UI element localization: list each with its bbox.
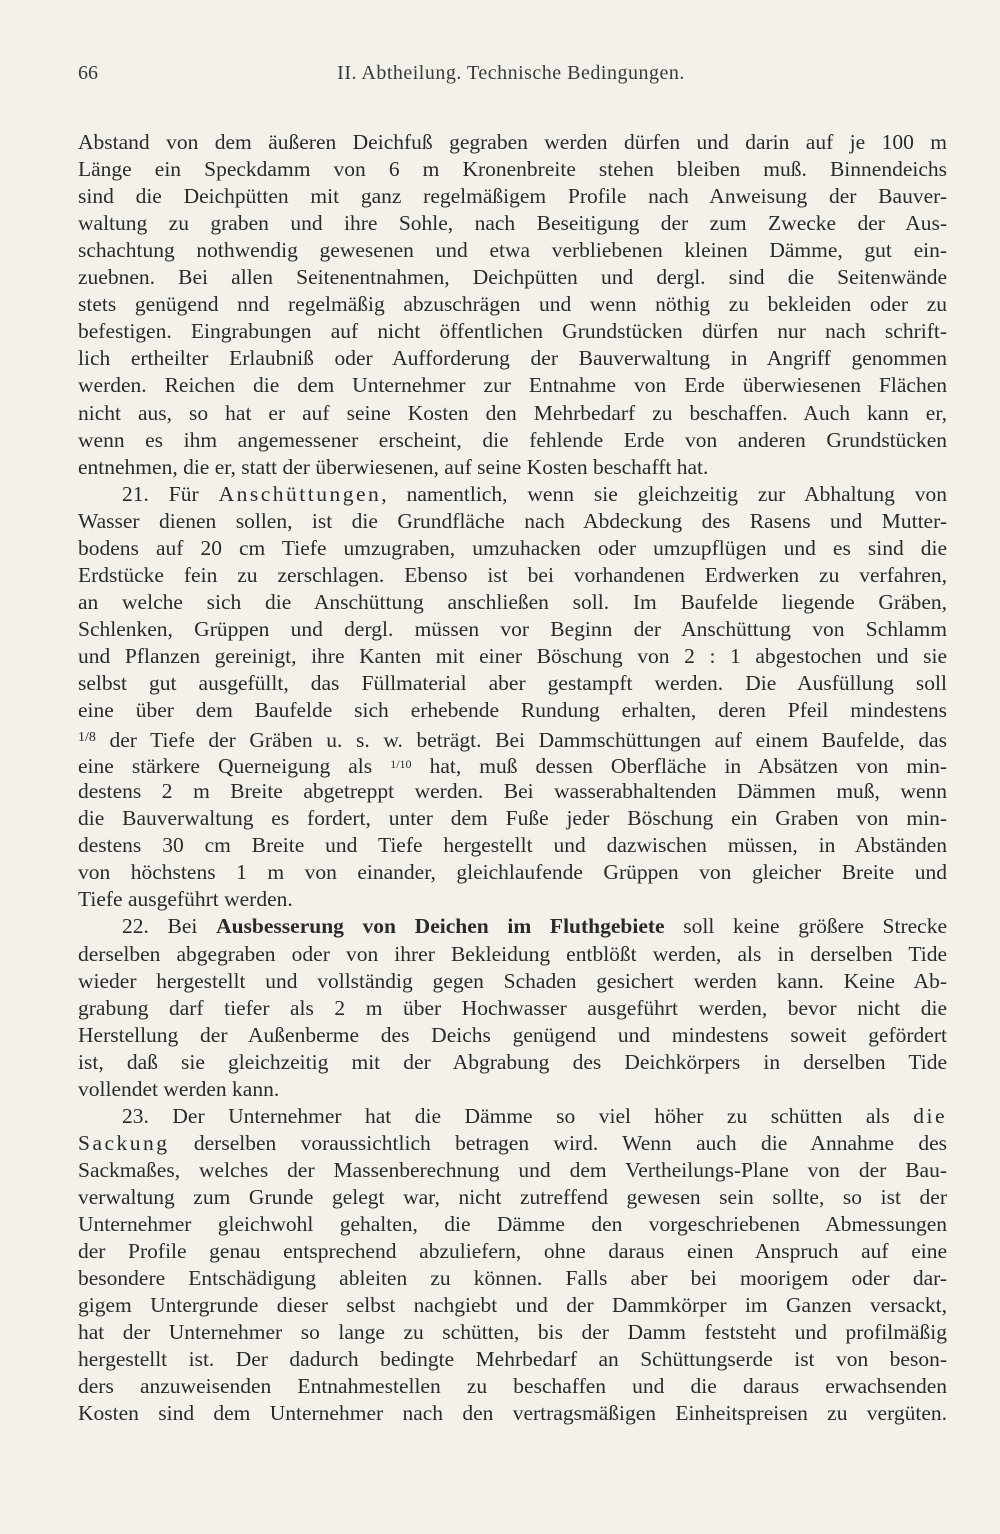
text-line: derselben abgegraben oder von ihrer Bekleidung entblößt werden, als in derselben Tide <box>78 941 947 966</box>
text-line <box>122 912 947 941</box>
text-line: gigem Untergrunde dieser selbst nachgiebt und der Dammkörper im Ganzen versackt, <box>78 1293 947 1318</box>
text-run: die <box>913 1103 947 1128</box>
bold-heading-text: Ausbesserung von Deichen im Fluthgebiete <box>216 914 665 939</box>
text-line: befestigen. Eingrabungen auf nicht öffentlichen Grundstücken dürfen nur nach schrift- <box>78 319 947 344</box>
text-line: hergestellt ist. Der dadurch bedingte Mehrbedarf an Schüttungserde ist von beson- <box>78 1347 947 1372</box>
text-line: Sackmaßes, welches der Massenberechnung und dem Vertheilungs-Plane von der Bau- <box>78 1157 947 1182</box>
text-line: schachtung nothwendig gewesenen und etwa verbliebenen kleinen Dämme, gut ein- <box>78 238 947 263</box>
text-run: 22. Bei <box>122 914 217 939</box>
text-line: waltung zu graben und ihre Sohle, nach Beseitigung der zum Zwecke der Aus- <box>78 211 947 236</box>
text-line: Erdstücke fein zu zerschlagen. Ebenso ist bei vorhandenen Erdwerken zu verfahren, <box>78 562 947 587</box>
fraction: 1/8 <box>78 730 96 746</box>
text-line: Schlenken, Grüppen und dergl. müssen vor Beginn der Anschüttung von Schlamm <box>78 616 947 641</box>
text-line: Unternehmer gleichwohl gehalten, die Dämme den vorgeschriebenen Abmessungen <box>78 1212 947 1236</box>
text-line: destens 30 cm Breite und Tiefe hergestellt und dazwischen müssen, in Abständen <box>78 833 947 858</box>
text-line: selbst gut ausgefüllt, das Füllmaterial aber gestampft werden. Die Ausfüllung soll <box>78 671 947 695</box>
text-line: stets genügend nnd regelmäßig abzuschrägen und wenn nöthig zu bekleiden oder zu <box>78 292 947 317</box>
text-line: sind die Deichpütten mit ganz regelmäßigem Profile nach Anweisung der Bauver- <box>78 184 947 209</box>
text-line: wenn es ihm angemessener erscheint, die fehlende Erde von anderen Grundstücken <box>78 427 947 452</box>
text-line <box>122 1102 947 1131</box>
text-run: 23. Der Unternehmer hat die Dämme so viel höher zu schütten als <box>122 1103 914 1128</box>
text-line: ders anzuweisenden Entnahmestellen zu beschaffen und die daraus erwachsenden <box>78 1374 947 1399</box>
text-line: Wasser dienen sollen, ist die Grundfläche nach Abdeckung des Rasens und Mutter- <box>78 508 947 533</box>
text-line: lich ertheilter Erlaubniß oder Aufforderung der Bauverwaltung in Angriff genommen <box>78 346 947 371</box>
page-number: 66 <box>78 62 98 84</box>
text-line: entnehmen, die er, statt der überwiesenen, auf seine Kosten beschafft hat. <box>78 454 709 479</box>
text-line <box>122 480 947 509</box>
text-line: werden. Reichen die dem Unternehmer zur Entnahme von Erde überwiesenen Flächen <box>78 373 947 398</box>
text-line <box>78 723 947 752</box>
text-line: zuebnen. Bei allen Seitenentnahmen, Deichpütten und dergl. sind die Seitenwände <box>78 265 947 290</box>
text-run: soll keine größere Strecke <box>664 914 947 939</box>
text-line: destens 2 m Breite abgetreppt werden. Bei wasserabhaltenden Dämmen muß, wenn <box>78 779 947 804</box>
text-line: Kosten sind dem Unternehmer nach den vertragsmäßigen Einheitspreisen zu vergüten. <box>78 1401 947 1426</box>
text-line: der Profile genau entsprechend abzuliefern, ohne daraus einen Anspruch auf eine <box>78 1239 947 1264</box>
text-line: und Pflanzen gereinigt, ihre Kanten mit einer Böschung von 2 : 1 abgestochen und sie <box>78 643 947 668</box>
text-line: Abstand von dem äußeren Deichfuß gegraben werden dürfen und darin auf je 100 m <box>78 130 947 154</box>
text-run: derselben voraussichtlich betragen wird. Wenn auch die Annahme des <box>169 1130 947 1155</box>
text-run: Sackung <box>78 1130 170 1155</box>
text-run: Anschüttungen <box>218 481 382 506</box>
text-run: eine stärkere Querneigung als <box>78 754 391 779</box>
page-header <box>78 62 944 92</box>
text-line: von höchstens 1 m von einander, gleichlaufende Grüppen von gleicher Breite und <box>78 860 947 885</box>
text-line: die Bauverwaltung es fordert, unter dem Fuße jeder Böschung ein Graben von min- <box>78 806 947 831</box>
text-run: der Tiefe der Gräben u. s. w. beträgt. Bei Dammschüttungen auf einem Baufelde, das <box>95 728 947 753</box>
text-run: 21. Für <box>122 481 219 506</box>
text-line: vollendet werden kann. <box>78 1076 280 1101</box>
text-line <box>78 1129 947 1158</box>
text-line: nicht aus, so hat er auf seine Kosten den Mehrbedarf zu beschaffen. Auch kann er, <box>78 400 947 425</box>
text-line: Länge ein Speckdamm von 6 m Kronenbreite stehen bleiben muß. Binnendeichs <box>78 157 947 182</box>
text-line: wieder hergestellt und vollständig gegen Schaden gesichert werden kann. Keine Ab- <box>78 968 947 993</box>
text-line: an welche sich die Anschüttung anschließen soll. Im Baufelde liegende Gräben, <box>78 589 947 614</box>
text-line: verwaltung zum Grunde gelegt war, nicht zutreffend gewesen sein sollte, so ist der <box>78 1184 947 1209</box>
text-line: Herstellung der Außenberme des Deichs genügend und mindestens soweit gefördert <box>78 1022 947 1047</box>
text-line: grabung darf tiefer als 2 m über Hochwasser ausgeführt werden, bevor nicht die <box>78 995 947 1020</box>
text-run: , namentlich, wenn sie gleichzeitig zur Abhaltung von <box>381 481 948 506</box>
text-line: eine über dem Baufelde sich erhebende Rundung erhalten, deren Pfeil mindestens <box>78 698 947 723</box>
text-line <box>78 750 947 779</box>
text-line: Tiefe ausgeführt werden. <box>78 887 293 912</box>
running-title: II. Abtheilung. Technische Bedingungen. <box>337 62 685 84</box>
text-run: hat, muß dessen Oberfläche in Absätzen von min- <box>411 754 947 779</box>
text-line: hat der Unternehmer so lange zu schütten, bis der Damm feststeht und profilmäßig <box>78 1320 947 1345</box>
text-line: bodens auf 20 cm Tiefe umzugraben, umzuhacken oder umzupflügen und es sind die <box>78 535 947 560</box>
fraction: 1/10 <box>390 757 412 772</box>
text-line: besondere Entschädigung ableiten zu können. Falls aber bei moorigem oder dar- <box>78 1266 947 1291</box>
text-line: ist, daß sie gleichzeitig mit der Abgrabung des Deichkörpers in derselben Tide <box>78 1049 947 1074</box>
